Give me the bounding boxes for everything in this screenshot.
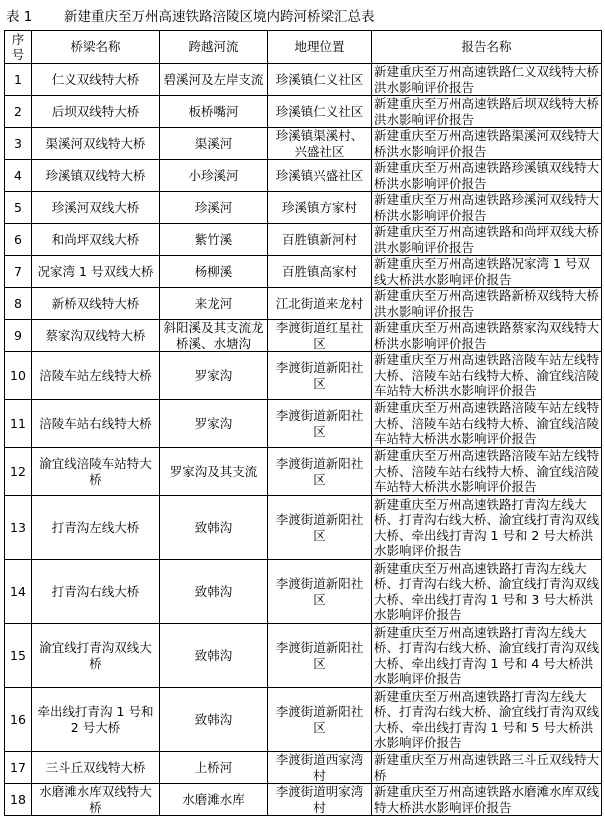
cell-location: 李渡街道新阳社区 [268, 352, 372, 400]
cell-bridge-name: 蔡家沟双线特大桥 [32, 320, 160, 352]
bridge-summary-table [4, 30, 602, 816]
table-title: 新建重庆至万州高速铁路涪陵区境内跨河桥梁汇总表 [64, 9, 375, 25]
cell-report-name: 新建重庆至万州高速铁路和尚坪双线大桥洪水影响评价报告 [372, 224, 602, 256]
table-row [5, 752, 602, 784]
table-caption [6, 6, 601, 28]
cell-bridge-name: 后坝双线特大桥 [32, 96, 160, 128]
cell-location: 珍溪镇方家村 [268, 192, 372, 224]
cell-river: 上桥河 [160, 752, 268, 784]
cell-report-name: 新建重庆至万州高速铁路打青沟左线大桥、打青沟右线大桥、渝宜线打青沟双线大桥、牵出线打青沟 1 号和 5 号大桥洪水影响评价报告 [372, 688, 602, 752]
cell-report-name: 新建重庆至万州高速铁路涪陵车站左线特大桥、涪陵车站右线特大桥、渝宜线涪陵车站特大桥洪水影响评价报告 [372, 400, 602, 448]
cell-bridge-name: 和尚坪双线大桥 [32, 224, 160, 256]
cell-report-name: 新建重庆至万州高速铁路新桥双线特大桥洪水影响评价报告 [372, 288, 602, 320]
cell-location: 李渡街道新阳社区 [268, 560, 372, 624]
cell-river: 罗家沟 [160, 352, 268, 400]
cell-report-name: 新建重庆至万州高速铁路三斗丘双线特大桥 [372, 752, 602, 784]
cell-report-name: 新建重庆至万州高速铁路涪陵车站左线特大桥、涪陵车站右线特大桥、渝宜线涪陵车站特大桥洪水影响评价报告 [372, 352, 602, 400]
cell-report-name: 新建重庆至万州高速铁路况家湾 1 号双线大桥洪水影响评价报告 [372, 256, 602, 288]
cell-river: 来龙河 [160, 288, 268, 320]
table-row [5, 320, 602, 352]
header-location: 地理位置 [268, 31, 372, 64]
cell-bridge-name: 渝宜线涪陵车站特大桥 [32, 448, 160, 496]
cell-river: 罗家沟 [160, 400, 268, 448]
cell-location: 李渡街道新阳社区 [268, 688, 372, 752]
cell-report-name: 新建重庆至万州高速铁路打青沟左线大桥、打青沟右线大桥、渝宜线打青沟双线大桥、牵出线打青沟 1 号和 2 号大桥洪水影响评价报告 [372, 496, 602, 560]
cell-location: 李渡街道新阳社区 [268, 400, 372, 448]
cell-river: 斜阳溪及其支流龙桥溪、水塘沟 [160, 320, 268, 352]
cell-no: 7 [5, 256, 32, 288]
cell-river: 致韩沟 [160, 560, 268, 624]
cell-no: 14 [5, 560, 32, 624]
header-no: 序号 [5, 31, 32, 64]
cell-location: 珍溪镇兴盛社区 [268, 160, 372, 192]
table-row [5, 496, 602, 560]
cell-bridge-name: 涪陵车站右线特大桥 [32, 400, 160, 448]
cell-no: 1 [5, 64, 32, 96]
table-row [5, 128, 602, 160]
cell-bridge-name: 珍溪镇双线特大桥 [32, 160, 160, 192]
cell-report-name: 新建重庆至万州高速铁路仁义双线特大桥洪水影响评价报告 [372, 64, 602, 96]
cell-location: 李渡街道西家湾村 [268, 752, 372, 784]
cell-location: 珍溪镇仁义社区 [268, 64, 372, 96]
table-row [5, 160, 602, 192]
cell-bridge-name: 渝宜线打青沟双线大桥 [32, 624, 160, 688]
cell-river: 紫竹溪 [160, 224, 268, 256]
table-row [5, 448, 602, 496]
table-row [5, 624, 602, 688]
table-row [5, 96, 602, 128]
cell-report-name: 新建重庆至万州高速铁路涪陵车站左线特大桥、涪陵车站右线特大桥、渝宜线涪陵车站特大桥洪水影响评价报告 [372, 448, 602, 496]
cell-no: 18 [5, 784, 32, 816]
cell-no: 3 [5, 128, 32, 160]
header-river: 跨越河流 [160, 31, 268, 64]
cell-report-name: 新建重庆至万州高速铁路蔡家沟双线特大桥洪水影响评价报告 [372, 320, 602, 352]
cell-river: 碧溪河及左岸支流 [160, 64, 268, 96]
header-bridge-name: 桥梁名称 [32, 31, 160, 64]
cell-bridge-name: 珍溪河双线大桥 [32, 192, 160, 224]
cell-bridge-name: 三斗丘双线特大桥 [32, 752, 160, 784]
cell-location: 李渡街道明家湾村 [268, 784, 372, 816]
cell-no: 13 [5, 496, 32, 560]
cell-bridge-name: 打青沟右线大桥 [32, 560, 160, 624]
cell-no: 9 [5, 320, 32, 352]
cell-location: 李渡街道新阳社区 [268, 496, 372, 560]
cell-report-name: 新建重庆至万州高速铁路渠溪河双线特大桥洪水影响评价报告 [372, 128, 602, 160]
cell-report-name: 新建重庆至万州高速铁路后坝双线特大桥洪水影响评价报告 [372, 96, 602, 128]
table-row [5, 560, 602, 624]
cell-no: 2 [5, 96, 32, 128]
cell-location: 李渡街道红星社区 [268, 320, 372, 352]
cell-location: 珍溪镇渠溪村、兴盛社区 [268, 128, 372, 160]
cell-bridge-name: 打青沟左线大桥 [32, 496, 160, 560]
cell-no: 10 [5, 352, 32, 400]
cell-river: 致韩沟 [160, 496, 268, 560]
cell-no: 5 [5, 192, 32, 224]
cell-location: 李渡街道新阳社区 [268, 448, 372, 496]
cell-bridge-name: 仁义双线特大桥 [32, 64, 160, 96]
cell-no: 15 [5, 624, 32, 688]
cell-report-name: 新建重庆至万州高速铁路珍溪镇双线特大桥洪水影响评价报告 [372, 160, 602, 192]
cell-location: 百胜镇新河村 [268, 224, 372, 256]
table-row [5, 352, 602, 400]
cell-no: 8 [5, 288, 32, 320]
cell-bridge-name: 新桥双线特大桥 [32, 288, 160, 320]
cell-report-name: 新建重庆至万州高速铁路水磨滩水库双线特大桥洪水影响评价报告 [372, 784, 602, 816]
cell-river: 致韩沟 [160, 688, 268, 752]
cell-bridge-name: 渠溪河双线特大桥 [32, 128, 160, 160]
cell-river: 板桥嘴河 [160, 96, 268, 128]
table-header-row [5, 31, 602, 64]
cell-location: 江北街道来龙村 [268, 288, 372, 320]
table-row [5, 288, 602, 320]
cell-no: 12 [5, 448, 32, 496]
cell-report-name: 新建重庆至万州高速铁路打青沟左线大桥、打青沟右线大桥、渝宜线打青沟双线大桥、牵出线打青沟 1 号和 4 号大桥洪水影响评价报告 [372, 624, 602, 688]
cell-location: 李渡街道新阳社区 [268, 624, 372, 688]
cell-river: 致韩沟 [160, 624, 268, 688]
cell-report-name: 新建重庆至万州高速铁路珍溪河双线特大桥洪水影响评价报告 [372, 192, 602, 224]
cell-no: 4 [5, 160, 32, 192]
header-report-name: 报告名称 [372, 31, 602, 64]
table-row [5, 64, 602, 96]
cell-river: 杨柳溪 [160, 256, 268, 288]
table-row [5, 400, 602, 448]
cell-location: 珍溪镇仁义社区 [268, 96, 372, 128]
cell-no: 17 [5, 752, 32, 784]
cell-no: 11 [5, 400, 32, 448]
cell-no: 6 [5, 224, 32, 256]
cell-bridge-name: 水磨滩水库双线特大桥 [32, 784, 160, 816]
cell-bridge-name: 牵出线打青沟 1 号和 2 号大桥 [32, 688, 160, 752]
cell-bridge-name: 涪陵车站左线特大桥 [32, 352, 160, 400]
table-row [5, 688, 602, 752]
cell-no: 16 [5, 688, 32, 752]
table-row [5, 224, 602, 256]
cell-river: 小珍溪河 [160, 160, 268, 192]
table-number: 表 1 [6, 9, 33, 25]
cell-river: 罗家沟及其支流 [160, 448, 268, 496]
cell-bridge-name: 况家湾 1 号双线大桥 [32, 256, 160, 288]
cell-report-name: 新建重庆至万州高速铁路打青沟左线大桥、打青沟右线大桥、渝宜线打青沟双线大桥、牵出线打青沟 1 号和 3 号大桥洪水影响评价报告 [372, 560, 602, 624]
cell-river: 水磨滩水库 [160, 784, 268, 816]
table-row [5, 192, 602, 224]
table-row [5, 256, 602, 288]
cell-river: 渠溪河 [160, 128, 268, 160]
cell-river: 珍溪河 [160, 192, 268, 224]
cell-location: 百胜镇高家村 [268, 256, 372, 288]
table-row [5, 784, 602, 816]
